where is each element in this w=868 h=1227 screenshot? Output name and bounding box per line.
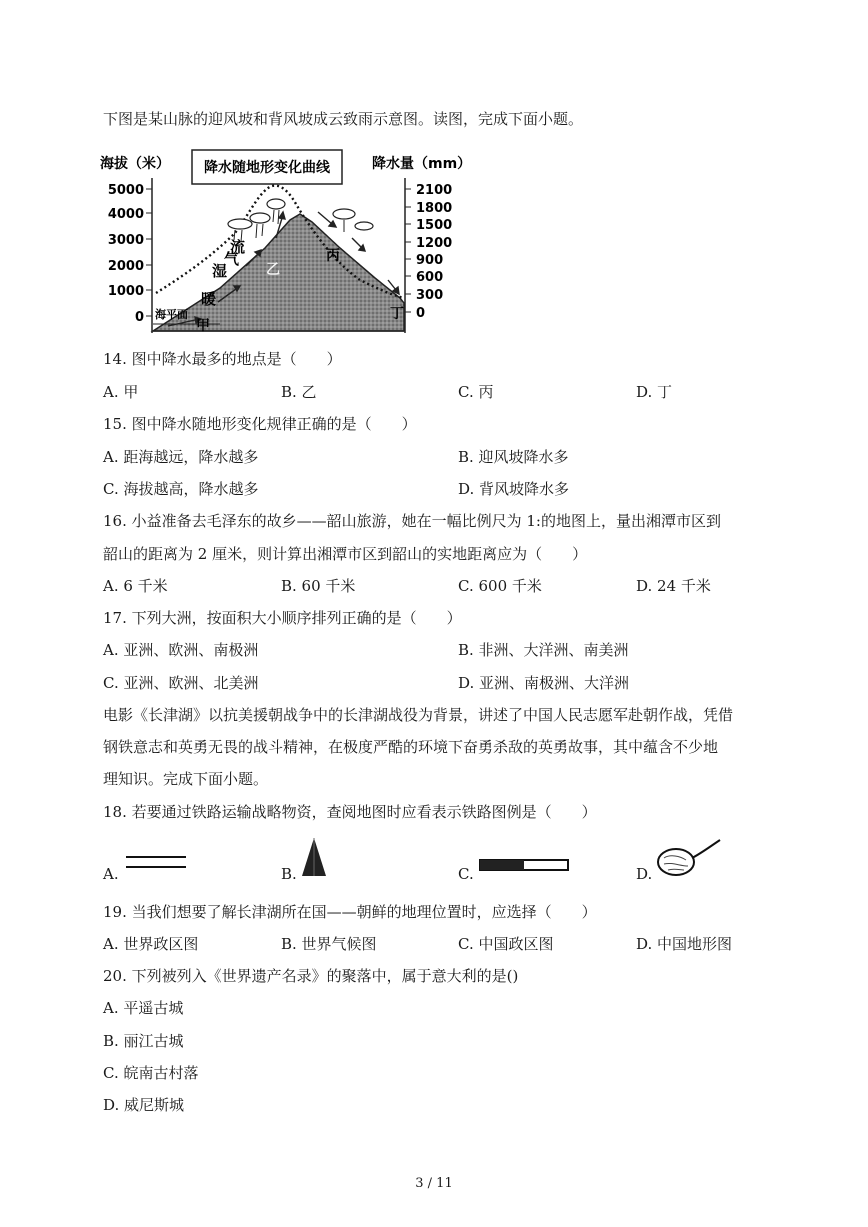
q15-stem: 15. 图中降水随地形变化规律正确的是（ ） [103,415,417,433]
q14-option-b[interactable]: B. 乙 [281,383,317,401]
q18-option-d[interactable]: D. [636,865,653,883]
q19-stem: 19. 当我们想要了解长津湖所在国——朝鲜的地理位置时，应选择（ ） [103,903,597,921]
left-tick-label: 5000 [107,183,144,198]
q14-option-a[interactable]: A. 甲 [103,383,139,401]
q18-symbol-double-line [124,852,188,874]
right-tick-label: 600 [416,270,444,285]
q18-option-b[interactable]: B. [281,865,297,883]
q14-stem: 14. 图中降水最多的地点是（ ） [103,350,342,368]
q19-option-b[interactable]: B. 世界气候图 [281,935,377,953]
q16-option-a[interactable]: A. 6 千米 [103,577,168,595]
q18-option-a[interactable]: A. [103,865,119,883]
q17-option-c[interactable]: C. 亚洲、欧洲、北美洲 [103,674,259,692]
figure-title: 降水随地形变化曲线 [204,160,330,176]
q18-stem: 18. 若要通过铁路运输战略物资，查阅地图时应看表示铁路图例是（ ） [103,803,597,821]
q17-option-d[interactable]: D. 亚洲、南极洲、大洋洲 [458,674,630,692]
q14-option-c[interactable]: C. 丙 [458,383,494,401]
q18-symbol-lake [654,836,724,882]
q16-option-d[interactable]: D. 24 千米 [636,577,711,595]
right-ticks [405,189,411,312]
left-tick-label: 3000 [107,233,144,248]
left-tick-label: 1000 [107,284,144,299]
air-label: 暖 [201,290,217,308]
point-label-ding: 丁 [390,306,404,322]
intro-text: 下图是某山脉的迎风坡和背风坡成云致雨示意图。读图，完成下面小题。 [103,110,584,128]
intro2-line3: 理知识。完成下面小题。 [103,770,269,788]
q19-option-c[interactable]: C. 中国政区图 [458,935,554,953]
q17-stem: 17. 下列大洲，按面积大小顺序排列正确的是（ ） [103,609,462,627]
point-label-yi: 乙 [266,262,280,278]
q15-option-b[interactable]: B. 迎风坡降水多 [458,448,569,466]
q20-stem: 20. 下列被列入《世界遗产名录》的聚落中，属于意大利的是() [103,967,519,985]
intro2-line1: 电影《长津湖》以抗美援朝战争中的长津湖战役为背景，讲述了中国人民志愿军赴朝作战，凭借 [103,706,734,724]
q18-option-c[interactable]: C. [458,865,474,883]
left-tick-label: 0 [134,310,144,325]
sea-level-label: 海平面 [155,308,188,321]
q20-option-a[interactable]: A. 平遥古城 [103,999,184,1017]
right-tick-label: 0 [416,306,426,321]
q18-symbol-railway [478,858,572,874]
q17-option-a[interactable]: A. 亚洲、欧洲、南极洲 [103,641,259,659]
q16-stem-line1: 16. 小益准备去毛泽东的故乡——韶山旅游，她在一幅比例尺为 1:的地图上，量出湘潭市区到 [103,512,721,530]
q19-option-a[interactable]: A. 世界政区图 [103,935,199,953]
q17-option-b[interactable]: B. 非洲、大洋洲、南美洲 [458,641,629,659]
q16-option-b[interactable]: B. 60 千米 [281,577,356,595]
left-tick-label: 4000 [107,207,144,222]
right-tick-label: 1800 [416,201,453,216]
right-tick-label: 1200 [416,236,453,251]
right-axis-title: 降水量（mm） [372,156,472,172]
q20-option-b[interactable]: B. 丽江古城 [103,1032,184,1050]
air-label: 气 [224,250,240,268]
left-tick-label: 2000 [107,259,144,274]
point-label-bing: 丙 [326,248,340,264]
intro2-line2: 钢铁意志和英勇无畏的战斗精神，在极度严酷的环境下奋勇杀敌的英勇故事，其中蕴含不少地 [103,738,719,756]
page-number: 3 / 11 [415,1176,453,1191]
q16-option-c[interactable]: C. 600 千米 [458,577,542,595]
rainfall-terrain-figure [100,148,480,338]
right-tick-label: 2100 [416,183,453,198]
q20-option-c[interactable]: C. 皖南古村落 [103,1064,199,1082]
q19-option-d[interactable]: D. 中国地形图 [636,935,733,953]
air-label: 湿 [212,262,228,280]
q14-option-d[interactable]: D. 丁 [636,383,673,401]
q15-option-c[interactable]: C. 海拔越高，降水越多 [103,480,259,498]
air-label: 流 [230,238,246,256]
q16-stem-line2: 韶山的距离为 2 厘米，则计算出湘潭市区到韶山的实地距离应为（ ） [103,545,588,563]
right-tick-label: 300 [416,288,444,303]
q20-option-d[interactable]: D. 威尼斯城 [103,1096,185,1114]
right-tick-label: 900 [416,253,444,268]
q15-option-d[interactable]: D. 背风坡降水多 [458,480,570,498]
q15-option-a[interactable]: A. 距海越远，降水越多 [103,448,259,466]
point-label-jia: 甲 [196,318,210,334]
q18-symbol-triangle [300,836,328,880]
right-tick-label: 1500 [416,218,453,233]
left-axis-title: 海拔（米） [100,156,170,172]
left-ticks [146,189,152,316]
